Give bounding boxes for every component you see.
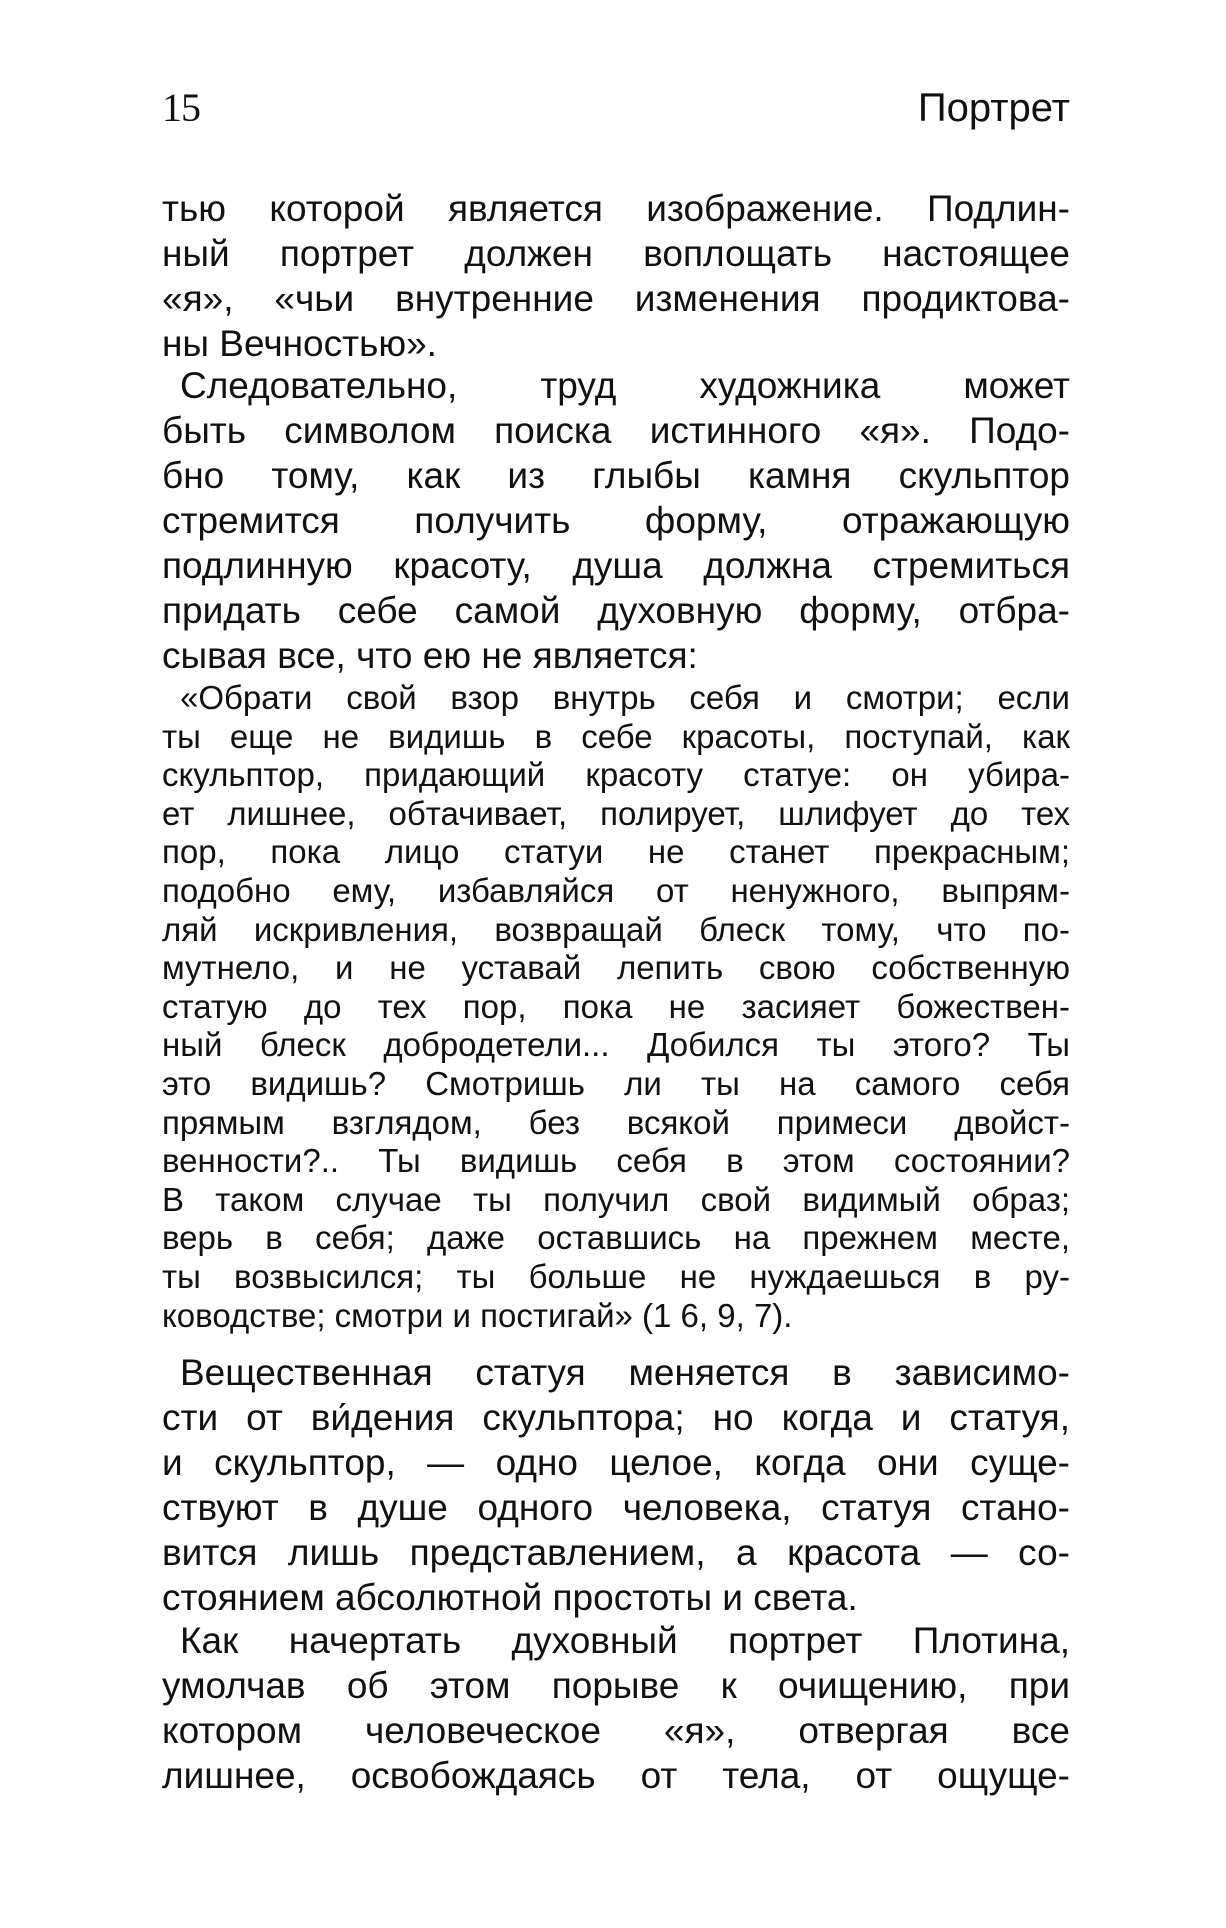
text-line: Как начертать духовный портрет Плотина, (180, 1620, 1070, 1661)
block-quote (162, 679, 1070, 1335)
running-title: Портрет (917, 86, 1070, 130)
quote-line: В таком случае ты получил свой видимый образ; (162, 1180, 1070, 1218)
quote-line: подобно ему, избавляйся от ненужного, выпрям- (162, 871, 1070, 909)
quote-line: ляй искривления, возвращай блеск тому, что по- (162, 910, 1070, 948)
text-line: Вещественная статуя меняется в зависимо- (180, 1352, 1070, 1393)
paragraph-2 (162, 363, 1070, 678)
text-line: Следовательно, труд художника может (180, 365, 1070, 406)
quote-line: прямым взглядом, без всякой примеси двойст- (162, 1103, 1070, 1141)
text-line: сти от ви́дения скульптора; но когда и статуя, (162, 1397, 1070, 1438)
quote-line: ководстве; смотри и постигай» (1 6, 9, 7). (162, 1296, 793, 1334)
page-number: 15 (162, 85, 200, 130)
paragraph-3 (162, 1350, 1070, 1620)
paragraph-1 (162, 186, 1070, 366)
text-line: лишнее, освобождаясь от тела, от ощуще- (162, 1755, 1070, 1796)
text-line: быть символом поиска истинного «я». Подо- (162, 410, 1070, 451)
text-line: ствуют в душе одного человека, статуя стано- (162, 1487, 1070, 1528)
text-line: и скульптор, — одно целое, когда они суще- (162, 1442, 1070, 1483)
quote-line: это видишь? Смотришь ли ты на самого себя (162, 1064, 1070, 1102)
text-line: умолчав об этом порыве к очищению, при (162, 1665, 1070, 1706)
text-line: котором человеческое «я», отвергая все (162, 1710, 1070, 1751)
text-line: сывая все, что ею не является: (162, 635, 698, 676)
text-line: ный портрет должен воплощать настоящее (162, 233, 1070, 274)
quote-line: венности?.. Ты видишь себя в этом состоянии? (162, 1142, 1070, 1180)
quote-line: мутнело, и не уставай лепить свою собственную (162, 949, 1070, 987)
quote-line: ный блеск добродетели... Добился ты этого? Ты (162, 1026, 1070, 1064)
quote-line: «Обрати свой взор внутрь себя и смотри; если (180, 679, 1070, 716)
text-line: «я», «чьи внутренние изменения продиктова- (162, 278, 1070, 319)
text-line: стремится получить форму, отражающую (162, 500, 1070, 541)
text-line: ны Вечностью». (162, 323, 437, 364)
page-header (162, 78, 1070, 138)
text-line: придать себе самой духовную форму, отбра- (162, 590, 1070, 631)
quote-line: пор, пока лицо статуи не станет прекрасным; (162, 833, 1070, 871)
text-line: тью которой является изображение. Подлин- (162, 188, 1070, 229)
text-line: вится лишь представлением, а красота — со- (162, 1532, 1070, 1573)
quote-line: ты еще не видишь в себе красоты, поступай, как (162, 717, 1070, 755)
quote-line: ты возвысился; ты больше не нуждаешься в ру- (162, 1257, 1070, 1295)
text-line: стоянием абсолютной простоты и света. (162, 1577, 858, 1618)
paragraph-4 (162, 1618, 1070, 1798)
text-line: подлинную красоту, душа должна стремиться (162, 545, 1070, 586)
quote-line: верь в себя; даже оставшись на прежнем месте, (162, 1219, 1070, 1257)
quote-line: ет лишнее, обтачивает, полирует, шлифует до тех (162, 794, 1070, 832)
quote-line: скульптор, придающий красоту статуе: он убира- (162, 756, 1070, 794)
text-line: бно тому, как из глыбы камня скульптор (162, 455, 1070, 496)
quote-line: статую до тех пор, пока не засияет божествен- (162, 987, 1070, 1025)
